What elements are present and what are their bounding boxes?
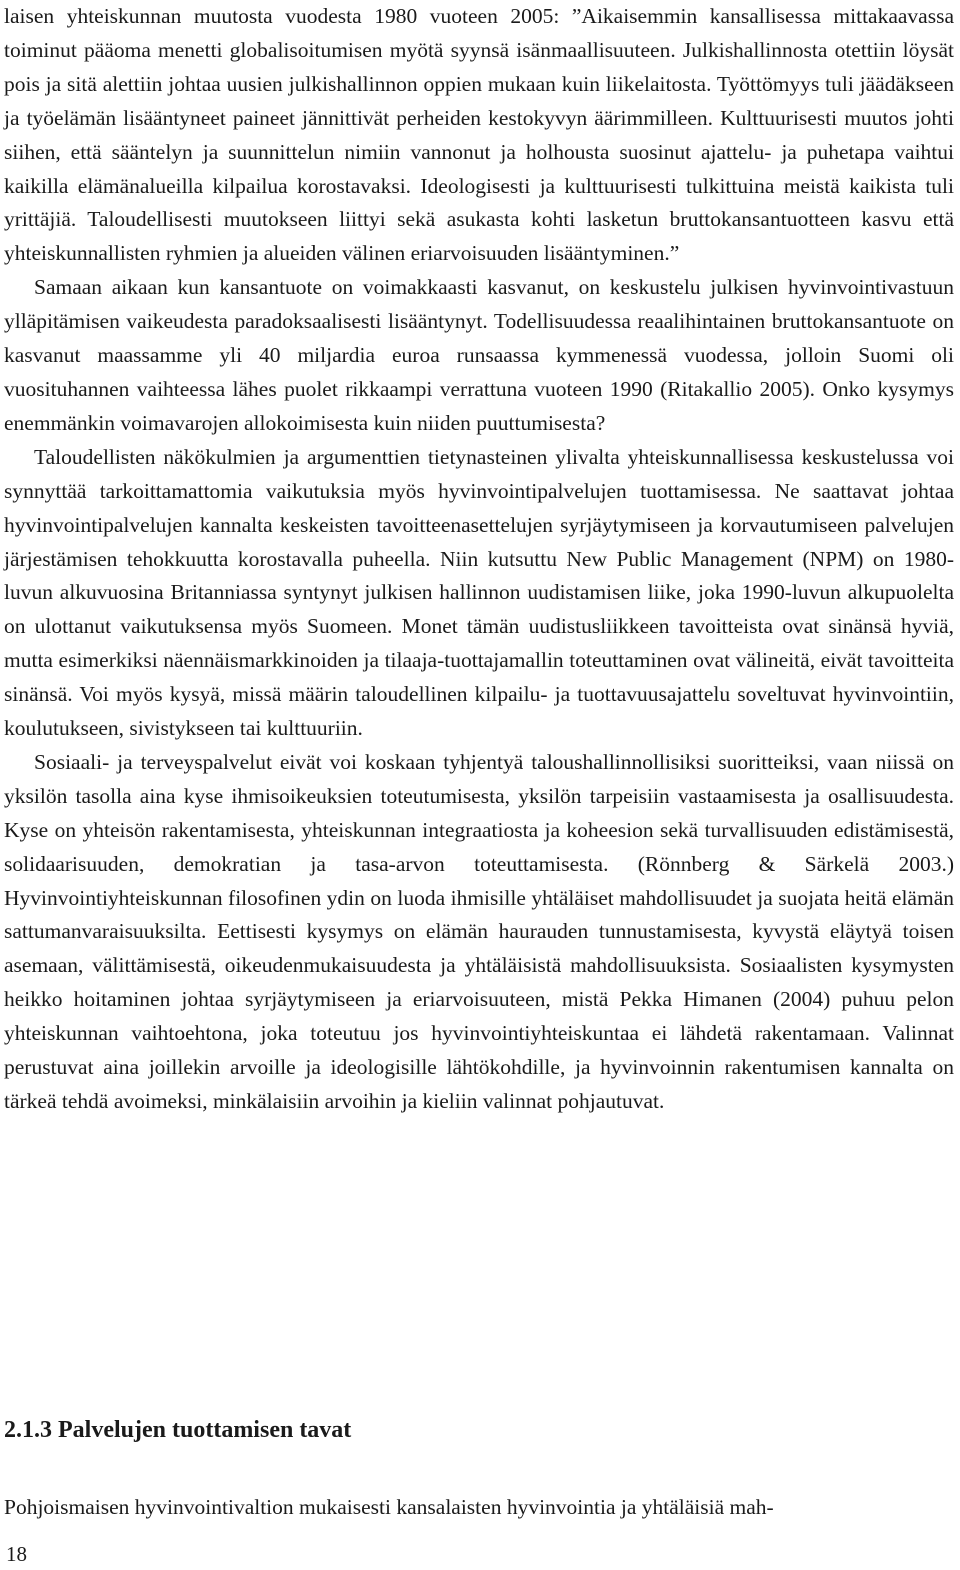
body-text (4, 0, 954, 1119)
paragraph-social-health-services: Sosiaali- ja terveyspalvelut eivät voi koskaan tyhjentyä taloushallinnollisiksi suoritteiksi, vaan niissä on yksilön tasolla aina kyse ihmisoikeuksien toteutumisesta, yksilön tarpeisiin vastaamisesta ja osallisuudesta. Kyse on yhteisön rakentamisesta, yhteiskunnan integraatiosta ja koheesion sekä turvallisuuden edistämisestä, solidaarisuuden, demokratian ja tasa-arvon toteuttamisesta. (Rönnberg & Särkelä 2003.) Hyvinvointiyhteiskunnan filosofinen ydin on luoda ihmisille yhtäläiset mahdollisuudet ja suojata heitä elämän sattumanvaraisuuksilta. Eettisesti kysymys on elämän haurauden tunnustamisesta, kyvystä eläytyä toisen asemaan, välittämisestä, oikeudenmukaisuudesta ja yhtäläisistä mahdollisuuksista. Sosiaalisten kysymysten heikko hoitaminen johtaa syrjäytymiseen ja eriarvoisuuteen, mistä Pekka Himanen (2004) puhuu pelon yhteiskunnan vaihtoehtona, joka toteutuu jos hyvinvointiyhteiskuntaa ei lähdetä rakentamaan. Valinnat perustuvat aina joillekin arvoille ja ideologisille lähtökohdille, ja hyvinvoinnin rakentumisen kannalta on tärkeä tehdä avoimeksi, minkälaisiin arvoihin ja kieliin valinnat pohjautuvat. (4, 749, 954, 1113)
page-number: 18 (6, 1542, 27, 1566)
section-heading: 2.1.3 Palvelujen tuottamisen tavat (4, 1417, 352, 1443)
section-first-line: Pohjoismaisen hyvinvointivaltion mukaisesti kansalaisten hyvinvointia ja yhtäläisiä mah- (4, 1495, 774, 1519)
paragraph-national-product: Samaan aikaan kun kansantuote on voimakkaasti kasvanut, on keskustelu julkisen hyvinvointivastuun ylläpitämisen vaikeudesta paradoksaalisesti lisääntynyt. Todellisuudessa reaalihintainen bruttokansantuote on kasvanut maassamme yli 40 miljardia euroa runsaassa kymmenessä vuodessa, jolloin Suomi oli vuosituhannen vaihteessa lähes puolet rikkaampi verrattuna vuoteen 1990 (Ritakallio 2005). Onko kysymys enemmänkin voimavarojen allokoimisesta kuin niiden puuttumisesta? (4, 275, 954, 435)
paragraph-quote-continuation: laisen yhteiskunnan muutosta vuodesta 1980 vuoteen 2005: ”Aikaisemmin kansallisessa mittakaavassa toiminut pääoma menetti globalisoitumisen myötä syynsä isänmaallisuuteen. Julkishallinnosta otettiin löysät pois ja sitä alettiin johtaa uusien julkishallinnon oppien mukaan kuin liikelaitosta. Työttömyys tuli jäädäkseen ja työelämän lisääntyneet paineet jännittivät perheiden kestokyvyn äärimmilleen. Kulttuurisesti muutos johti siihen, että sääntelyn ja suunnittelun nimiin vannonut ja holhousta suosinut ajattelu- ja puhetapa vaihtui kaikilla elämänalueilla kilpailua korostavaksi. Ideologisesti ja kulttuurisesti tulkittuina meistä kaikista tuli yrittäjiä. Taloudellisesti muutokseen liittyi sekä asukasta kohti lasketun bruttokansantuotteen kasvu että yhteiskunnallisten ryhmien ja alueiden välinen eriarvoisuuden lisääntyminen.” (4, 4, 954, 266)
paragraph-economic-perspectives: Taloudellisten näkökulmien ja argumenttien tietynasteinen ylivalta yhteiskunnallisessa keskustelussa voi synnyttää tarkoittamattomia vaikutuksia myös hyvinvointipalvelujen tuottamisessa. Ne saattavat johtaa hyvinvointipalvelujen kannalta keskeisten tavoitteenasettelujen syrjäytymiseen ja korvautumiseen palvelujen järjestämisen tehokkuutta korostavalla puheella. Niin kutsuttu New Public Management (NPM) on 1980-luvun alkuvuosina Britanniassa syntynyt julkisen hallinnon uudistamisen liike, joka 1990-luvun alkupuolelta on ulottanut vaikutuksensa myös Suomeen. Monet tämän uudistusliikkeen tavoitteista ovat sinänsä hyviä, mutta esimerkiksi näennäismarkkinoiden ja tilaaja-tuottajamallin toteuttaminen ovat välineitä, eivät tavoitteita sinänsä. Voi myös kysyä, missä määrin taloudellinen kilpailu- ja tuottavuusajattelu soveltuvat hyvinvointiin, koulutukseen, sivistykseen tai kulttuuriin. (4, 444, 954, 741)
